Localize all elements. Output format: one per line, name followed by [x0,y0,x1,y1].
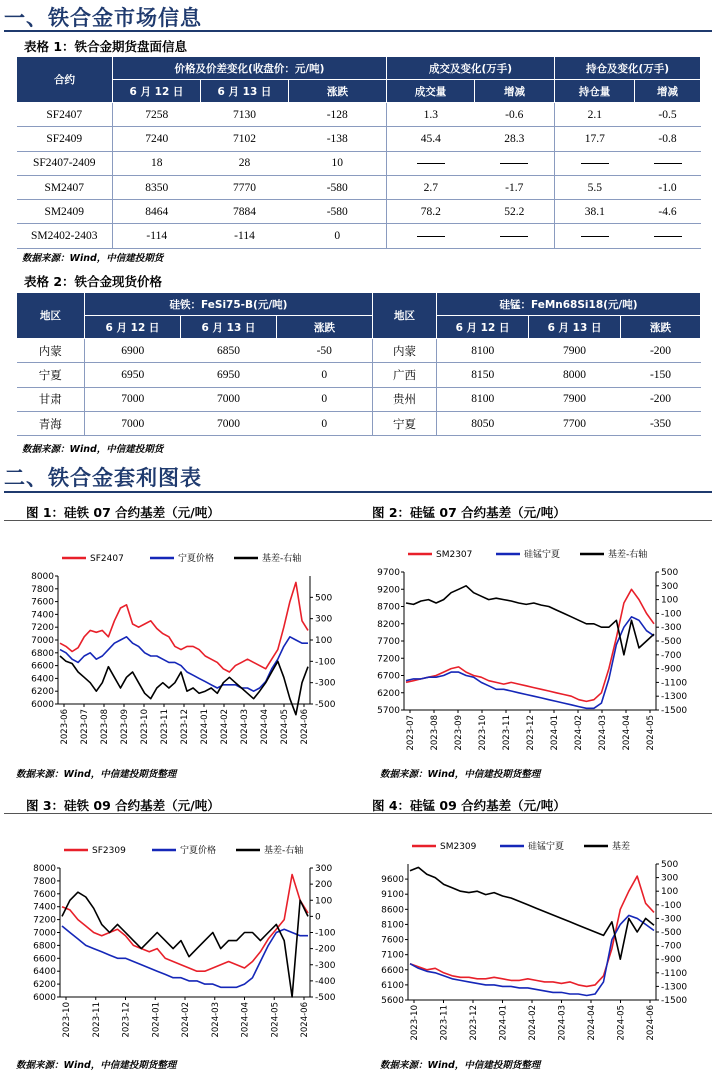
table-row [17,103,701,127]
volume-cell: 2.7 [387,175,475,199]
y-tick-label: 6200 [31,687,54,698]
y2-tick-label: -200 [315,944,336,955]
y2-tick-label: -300 [661,623,682,634]
x-tick-label: 2023-08 [430,715,440,751]
region-cell: 青海 [17,411,85,435]
col-oi-change: 增减 [635,80,701,103]
chart3-source: 数据来源：Wind，中信建投期货整理 [16,1060,177,1071]
y-tick-label: 7400 [31,610,54,621]
col-region-b: 地区 [373,293,437,339]
y2-tick-label: 300 [661,873,679,884]
y-tick-label: 6000 [31,700,54,710]
table-row [17,387,701,411]
legend-item [234,552,301,564]
y2-tick-label: 300 [315,864,333,874]
volume-change-cell: -1.7 [475,175,555,199]
y2-tick-label: 100 [661,595,679,606]
y2-tick-label: 500 [315,593,333,604]
x-tick-label: 2023-06 [60,709,70,745]
oi-cell: 2.1 [555,103,635,127]
empty-dash [654,163,682,164]
x-tick-label: 2024-03 [210,1002,221,1038]
x-tick-label: 2023-08 [100,709,110,745]
series-line-1 [62,875,308,972]
y-tick-label: 8700 [377,602,400,613]
table-row [17,175,701,199]
y-tick-label: 7600 [381,935,404,946]
region-cell: 甘肃 [17,387,85,411]
y2-tick-label: -400 [315,976,336,987]
price-d2-cell: 7770 [201,175,289,199]
fesi-d2-cell: 6950 [181,363,277,387]
legend-label: 硅锰宁夏 [524,550,561,560]
x-tick-label: 2023-07 [406,715,416,751]
price-d1-cell: 7240 [113,127,201,151]
price-d2-cell: -114 [201,224,289,248]
y-tick-label: 6800 [31,648,54,659]
oi-change-cell: -4.6 [635,200,701,224]
legend-item [62,554,124,564]
x-tick-label: 2024-01 [200,709,210,745]
legend-label: 基差-右轴 [608,550,648,560]
simn-d2-cell: 7900 [529,387,621,411]
fesi-d1-cell: 7000 [85,387,181,411]
table-row [17,151,701,175]
y2-tick-label: -300 [315,960,336,971]
y2-tick-label: -1500 [661,996,688,1006]
x-tick-label: 2023-09 [120,709,130,745]
y-tick-label: 7600 [33,889,56,900]
chart3-title: 图 3：硅铁 09 合约基差（元/吨） [26,798,220,813]
contract-cell: SF2407 [17,103,113,127]
y2-tick-label: -1300 [661,982,688,993]
group-fesi: 硅铁：FeSi75-B(元/吨) [85,293,373,316]
series-line-2 [410,915,654,995]
chart4-source: 数据来源：Wind，中信建投期货整理 [380,1060,541,1071]
simn-change-cell: -350 [621,411,701,435]
oi-cell [555,224,635,248]
y-tick-label: 7200 [31,623,54,634]
x-tick-label: 2023-07 [80,709,90,745]
table-row [17,200,701,224]
chart2-title: 图 2：硅锰 07 合约基差（元/吨） [372,505,566,520]
legend-label: 宁夏价格 [178,554,215,564]
y-tick-label: 7700 [377,637,400,647]
fesi-change-cell: 0 [277,387,373,411]
y2-tick-label: -1300 [661,692,688,703]
legend-label: SM2307 [436,550,473,560]
simn-change-cell: -200 [621,339,701,363]
region-cell: 宁夏 [373,411,437,435]
y-tick-label: 5600 [381,996,404,1006]
table-row [17,127,701,151]
x-tick-label: 2024-02 [181,1002,191,1038]
contract-cell: SF2407-2409 [17,151,113,175]
region-cell: 内蒙 [17,339,85,363]
table2-source: 数据来源：Wind，中信建投期货 [22,444,164,455]
y2-tick-label: -500 [315,993,336,1003]
simn-change-cell: -150 [621,363,701,387]
x-tick-label: 2024-05 [616,1005,627,1041]
region-cell: 内蒙 [373,339,437,363]
chart1-title: 图 1：硅铁 07 合约基差（元/吨） [26,505,220,520]
x-tick-label: 2024-06 [300,1002,310,1038]
y2-tick-label: -100 [315,928,336,939]
y-tick-label: 8000 [31,572,54,582]
chart2-source: 数据来源：Wind，中信建投期货整理 [380,769,541,780]
price-change-cell: -128 [289,103,387,127]
y-tick-label: 7600 [31,597,54,608]
col-vol-change: 增减 [475,80,555,103]
table1-source: 数据来源：Wind，中信建投期货 [22,253,164,264]
legend-label: 硅锰宁夏 [528,842,565,852]
y-tick-label: 7800 [33,876,56,887]
empty-dash [500,236,528,237]
y2-tick-label: -1100 [661,968,688,979]
x-tick-label: 2024-03 [598,715,608,751]
col-volume: 成交量 [387,80,475,103]
col-simn-change: 涨跌 [621,316,701,339]
y2-tick-label: 0 [315,912,321,923]
price-change-cell: -138 [289,127,387,151]
oi-change-cell: -0.8 [635,127,701,151]
contract-cell: SF2409 [17,127,113,151]
y2-tick-label: 100 [315,636,333,646]
volume-cell [387,224,475,248]
section-title-arbitrage: 二、铁合金套利图表 [4,466,202,490]
y2-tick-label: -900 [661,955,682,966]
simn-change-cell: -200 [621,387,701,411]
table-row [17,411,701,435]
y2-tick-label: -900 [661,664,682,675]
legend-label: SF2309 [92,846,126,856]
x-tick-label: 2024-04 [587,1005,597,1041]
col-simn-date2: 6 月 13 日 [529,316,621,339]
legend-item [150,552,214,564]
y-tick-label: 9200 [377,585,400,596]
section-rule [4,491,712,493]
series-line-3 [410,867,654,959]
y-tick-label: 6200 [377,688,400,699]
price-change-cell: 0 [289,224,387,248]
x-tick-label: 2023-09 [454,715,464,751]
x-tick-label: 2023-10 [140,709,150,745]
x-tick-label: 2023-12 [469,1005,479,1041]
simn-d2-cell: 8000 [529,363,621,387]
legend-item [236,844,303,856]
col-fesi-date2: 6 月 13 日 [181,316,277,339]
simn-d1-cell: 8100 [437,387,529,411]
x-tick-label: 2024-05 [646,715,656,751]
empty-dash [500,163,528,164]
y-tick-label: 6600 [31,661,54,672]
group-simn: 硅锰：FeMn68Si18(元/吨) [437,293,701,316]
col-fesi-date1: 6 月 12 日 [85,316,181,339]
y2-tick-label: 100 [315,896,333,907]
y-tick-label: 6600 [33,954,56,965]
price-d1-cell: 7258 [113,103,201,127]
group-volume: 成交及变化(万手) [387,57,555,80]
fesi-d2-cell: 7000 [181,411,277,435]
x-tick-label: 2024-04 [240,1002,251,1038]
x-tick-label: 2024-06 [300,709,310,745]
section-title-market-info: 一、铁合金市场信息 [4,6,202,30]
volume-change-cell: -0.6 [475,103,555,127]
x-tick-label: 2024-01 [550,715,560,751]
oi-change-cell [635,151,701,175]
volume-change-cell [475,151,555,175]
x-tick-label: 2023-10 [478,715,488,751]
y-tick-label: 6800 [33,941,56,952]
empty-dash [654,236,682,237]
y-tick-label: 6100 [381,980,404,991]
simn-d1-cell: 8050 [437,411,529,435]
y2-tick-label: 300 [661,581,679,592]
series-line-3 [62,892,308,997]
chart-title-rule [4,813,712,814]
chart-sf09-basis [10,822,350,1054]
empty-dash [417,236,445,237]
legend-item [64,846,126,856]
y-tick-label: 7000 [31,636,54,646]
y-tick-label: 8200 [377,619,400,630]
legend-item [580,548,647,560]
price-d1-cell: 18 [113,151,201,175]
chart-title-rule [4,520,712,521]
y-tick-label: 7800 [31,584,54,595]
x-tick-label: 2024-03 [240,709,250,745]
empty-dash [417,163,445,164]
price-d2-cell: 7884 [201,200,289,224]
y2-tick-label: 500 [661,568,679,578]
legend-item [412,842,477,852]
oi-change-cell [635,224,701,248]
chart-sm07-basis [360,526,710,762]
simn-d2-cell: 7700 [529,411,621,435]
y2-tick-label: -500 [661,637,682,647]
fesi-d2-cell: 7000 [181,387,277,411]
volume-change-cell [475,224,555,248]
group-oi: 持仓及变化(万手) [555,57,701,80]
y-tick-label: 6400 [31,674,54,685]
y2-tick-label: 100 [661,887,679,898]
legend-label: 基差-右轴 [262,554,302,564]
chart4-title: 图 4：硅锰 09 合约基差（元/吨） [372,798,566,813]
legend-item [500,840,564,852]
series-line-2 [406,617,654,709]
x-tick-label: 2023-11 [439,1005,450,1041]
x-tick-label: 2024-05 [270,1002,281,1038]
col-contract: 合约 [17,57,113,103]
region-cell: 宁夏 [17,363,85,387]
fesi-change-cell: 0 [277,411,373,435]
x-tick-label: 2023-11 [91,1002,102,1038]
legend-label: 基差 [612,842,631,852]
col-simn-date1: 6 月 12 日 [437,316,529,339]
oi-cell: 38.1 [555,200,635,224]
simn-d1-cell: 8100 [437,339,529,363]
fesi-d1-cell: 6900 [85,339,181,363]
y-tick-label: 9700 [377,568,400,578]
col-fesi-change: 涨跌 [277,316,373,339]
x-tick-label: 2023-11 [502,715,512,751]
chart-sm09-basis [360,822,710,1054]
table-row [17,339,701,363]
y-tick-label: 6600 [381,965,404,976]
volume-cell: 45.4 [387,127,475,151]
y2-tick-label: -1100 [661,678,688,689]
empty-dash [581,163,609,164]
x-tick-label: 2023-12 [180,709,190,745]
oi-cell [555,151,635,175]
region-cell: 广西 [373,363,437,387]
simn-d1-cell: 8150 [437,363,529,387]
legend-label: 基差-右轴 [264,846,304,856]
simn-d2-cell: 7900 [529,339,621,363]
price-d1-cell: 8464 [113,200,201,224]
x-tick-label: 2023-11 [160,709,170,745]
price-d2-cell: 7102 [201,127,289,151]
oi-cell: 5.5 [555,175,635,199]
col-oi: 持仓量 [555,80,635,103]
fesi-change-cell: -50 [277,339,373,363]
y-tick-label: 6000 [33,993,56,1003]
contract-cell: SM2402-2403 [17,224,113,248]
y2-tick-label: -100 [315,657,336,668]
empty-dash [581,236,609,237]
x-tick-label: 2024-04 [622,715,632,751]
y-tick-label: 8000 [33,864,56,874]
y-tick-label: 7400 [33,902,56,913]
x-tick-label: 2024-02 [220,709,230,745]
legend-label: 宁夏价格 [180,846,217,856]
y2-tick-label: -700 [661,650,682,661]
price-d1-cell: -114 [113,224,201,248]
y-tick-label: 9600 [381,875,404,886]
x-tick-label: 2023-12 [121,1002,132,1038]
region-cell: 贵州 [373,387,437,411]
y-tick-label: 7200 [377,654,400,665]
y2-tick-label: -100 [661,609,682,620]
oi-change-cell: -1.0 [635,175,701,199]
price-change-cell: -580 [289,175,387,199]
y-tick-label: 8600 [381,905,404,916]
col-region-a: 地区 [17,293,85,339]
y2-tick-label: 200 [315,880,333,891]
x-tick-label: 2024-04 [260,709,270,745]
fesi-d1-cell: 7000 [85,411,181,435]
oi-cell: 17.7 [555,127,635,151]
contract-cell: SM2409 [17,200,113,224]
y-tick-label: 5700 [377,706,400,716]
chart-sf07-basis [10,526,350,762]
price-d1-cell: 8350 [113,175,201,199]
x-tick-label: 2024-03 [557,1005,568,1041]
col-date1: 6 月 12 日 [113,80,201,103]
y2-tick-label: -500 [315,700,336,710]
x-tick-label: 2024-05 [280,709,290,745]
legend-item [496,548,560,560]
volume-cell: 1.3 [387,103,475,127]
y2-tick-label: 500 [661,860,679,870]
price-change-cell: 10 [289,151,387,175]
fesi-change-cell: 0 [277,363,373,387]
y-tick-label: 9100 [381,890,404,901]
col-date2: 6 月 13 日 [201,80,289,103]
y2-tick-label: -300 [315,678,336,689]
chart1-source: 数据来源：Wind，中信建投期货整理 [16,769,177,780]
fesi-d1-cell: 6950 [85,363,181,387]
table-row [17,224,701,248]
y2-tick-label: -500 [661,928,682,938]
y-tick-label: 6700 [377,671,400,682]
volume-change-cell: 28.3 [475,127,555,151]
y-tick-label: 7000 [33,928,56,939]
x-tick-label: 2024-01 [151,1002,162,1038]
legend-label: SM2309 [440,842,477,852]
table2-caption: 表格 2：铁合金现货价格 [24,274,163,289]
x-tick-label: 2023-10 [62,1002,72,1038]
x-tick-label: 2023-10 [410,1005,420,1041]
y2-tick-label: -100 [661,900,682,911]
y2-tick-label: -1500 [661,706,688,716]
y-tick-label: 6200 [33,980,56,991]
x-tick-label: 2024-06 [646,1005,656,1041]
section-rule [4,30,712,32]
legend-item [584,840,630,852]
volume-cell [387,151,475,175]
fesi-d2-cell: 6850 [181,339,277,363]
price-d2-cell: 28 [201,151,289,175]
group-price: 价格及价差变化(收盘价：元/吨) [113,57,387,80]
col-change: 涨跌 [289,80,387,103]
y2-tick-label: 300 [315,614,333,625]
y-tick-label: 8100 [381,920,404,931]
futures-table [16,56,701,249]
oi-change-cell: -0.5 [635,103,701,127]
y-tick-label: 7100 [381,950,404,961]
legend-item [152,844,216,856]
legend-item [408,550,472,560]
table1-caption: 表格 1：铁合金期货盘面信息 [24,39,188,54]
legend-label: SF2407 [90,554,124,564]
y-tick-label: 7200 [33,915,56,926]
price-change-cell: -580 [289,200,387,224]
x-tick-label: 2024-02 [574,715,584,751]
spot-table [16,292,701,436]
y-tick-label: 6400 [33,967,56,978]
table-row [17,363,701,387]
contract-cell: SM2407 [17,175,113,199]
x-tick-label: 2023-12 [526,715,536,751]
x-tick-label: 2024-01 [498,1005,509,1041]
x-tick-label: 2024-02 [528,1005,538,1041]
volume-cell: 78.2 [387,200,475,224]
y2-tick-label: -300 [661,914,682,925]
volume-change-cell: 52.2 [475,200,555,224]
price-d2-cell: 7130 [201,103,289,127]
y2-tick-label: -700 [661,941,682,952]
